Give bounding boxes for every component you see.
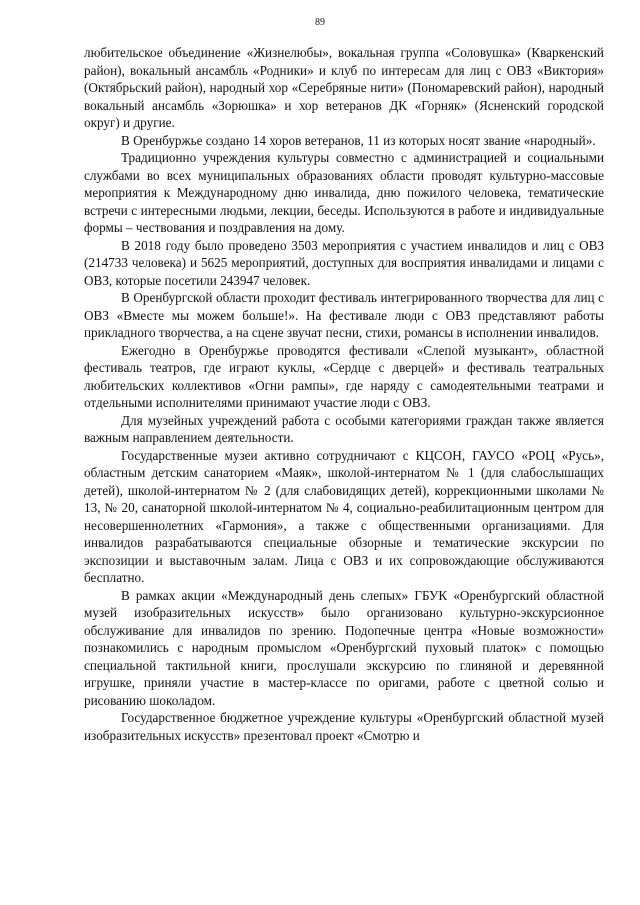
- page-number: 89: [315, 17, 325, 28]
- paragraph-state-museums: Государственные музеи активно сотрудничают с КЦСОН, ГАУСО «РОЦ «Русь», областным детским санаторием «Маяк», школой-интернатом № 1 (для слабослышащих детей), школой-интернатом № 2 (для слабовидящих детей), коррекционными школами № 13, № 20, санаторной школой-интернатом № 4, социально-реабилитационным центром для несовершеннолетних «Гармония», а также с общественными организациями. Для инвалидов разрабатываются специальные обзорные и тематические экскурсии по экспозиции и выставочным залам. Лица с ОВЗ и их сопровождающие обслуживаются бесплатно.: [84, 447, 604, 585]
- body-text: [84, 44, 604, 744]
- paragraph-integrated-festival: В Оренбургской области проходит фестиваль интегрированного творчества для лиц с ОВЗ «Вместе мы можем больше!». На фестивале люди с ОВЗ представляют работы прикладного творчества, а на сцене звучат песни, стихи, романсы в исполнении инвалидов.: [84, 290, 604, 340]
- paragraph-veteran-choirs: В Оренбуржье создано 14 хоров ветеранов, 11 из которых носят звание «народный».: [121, 132, 596, 148]
- paragraph-art-museum-project: Государственное бюджетное учреждение культуры «Оренбургский областной музей изобразительных искусств» презентовал проект «Смотрю и: [84, 710, 604, 743]
- paragraph-day-of-blind: В рамках акции «Международный день слепых» ГБУК «Оренбургский областной музей изобразительных искусств» было организовано культурно-экскурсионное обслуживание для инвалидов по зрению. Подопечные центра «Новые возможности» познакомились с народным промыслом «Оренбургский пуховый платок» с помощью специальной тактильной книги, прослушали экскурсию по глиняной и деревянной игрушке, приняли участие в мастер-классе по оригами, работе с цветной солью и рисованию шоколадом.: [84, 587, 604, 708]
- paragraph-2018-statistics: В 2018 году было проведено 3503 мероприятия с участием инвалидов и лиц с ОВЗ (214733 человека) и 5625 мероприятий, доступных для восприятия инвалидами и лицами с ОВЗ, которые посетили 243947 человек.: [84, 237, 604, 288]
- paragraph-traditional-events: Традиционно учреждения культуры совместно с администрацией и социальными службами во всех муниципальных образованиях области проводят культурно-массовые мероприятия к Международному дню инвалида, дню пожилого человека, тематические встречи с интересными людьми, лекции, беседы. Используются в работе и индивидуальные формы – чествования и поздравления на дому.: [84, 150, 604, 235]
- paragraph-museum-work: Для музейных учреждений работа с особыми категориями граждан также является важным направлением деятельности.: [84, 412, 604, 445]
- paragraph-annual-festivals: Ежегодно в Оренбуржье проводятся фестивали «Слепой музыкант», областной фестиваль театров, где играют куклы, «Сердце с дверцей» и фестиваль театральных любительских коллективов «Огни рампы», где наряду с самодеятельными театрами и отдельными исполнителями принимают участие люди с ОВЗ.: [84, 342, 604, 410]
- paragraph-continuation: любительское объединение «Жизнелюбы», вокальная группа «Соловушка» (Кваркенский район), вокальный ансамбль «Родники» и клуб по интересам для лиц с ОВЗ «Виктория» (Октябрьский район), народный хор «Серебряные нити» (Пономаревский район), народный вокальный ансамбль «Зорюшка» и хор ветеранов ДК «Горняк» (Ясненский городской округ) и другие.: [84, 45, 604, 130]
